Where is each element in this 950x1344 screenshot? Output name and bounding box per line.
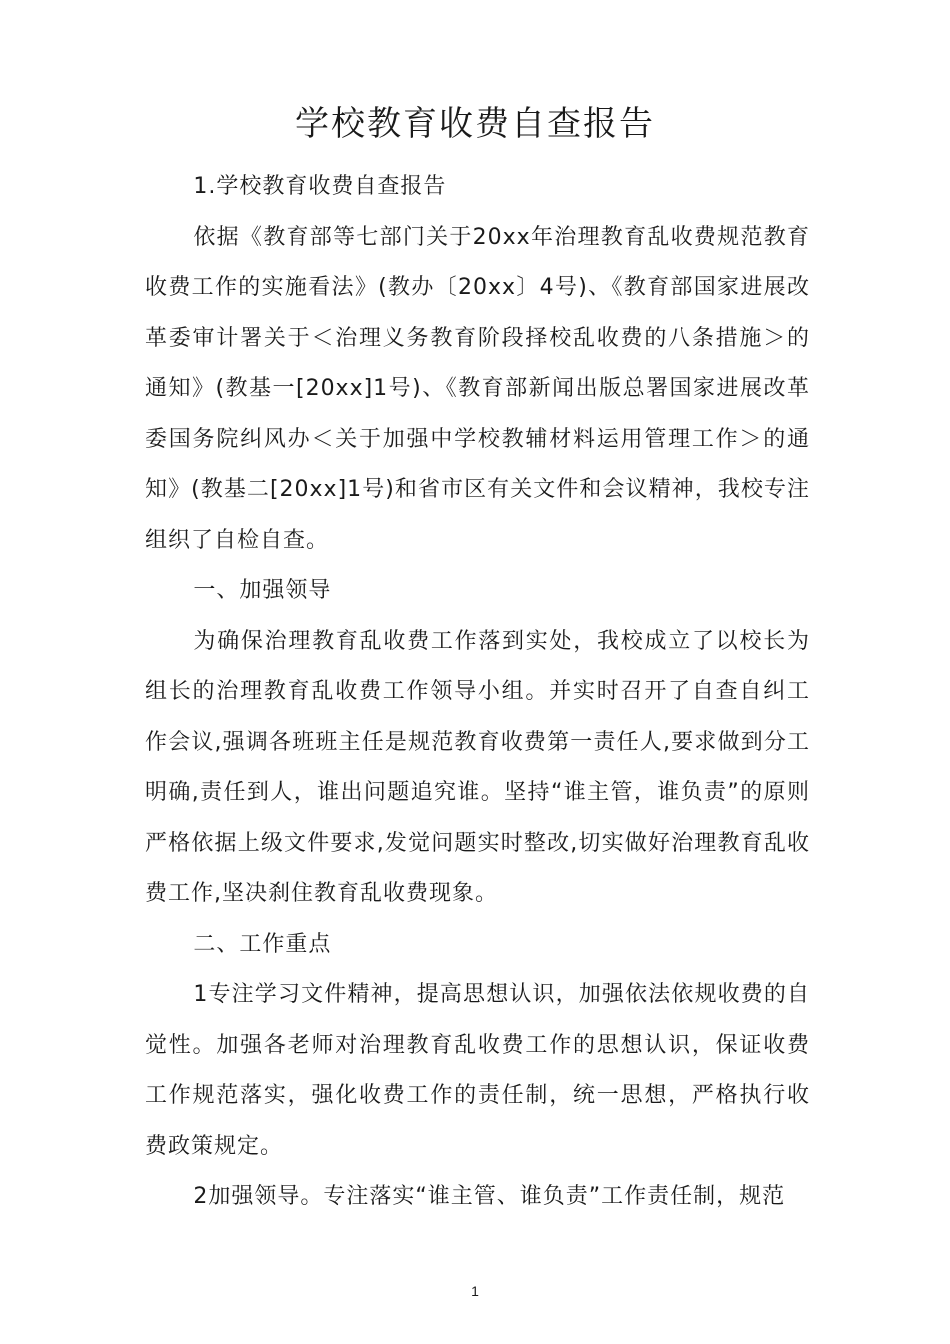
document-title: 学校教育收费自查报告 — [295, 104, 655, 144]
document-body — [145, 162, 810, 1223]
page-number: 1 — [471, 1283, 479, 1299]
paragraph-leadership: 为确保治理教育乱收费工作落到实处，我校成立了以校长为组长的治理教育乱收费工作领导小组。并实时召开了自查自纠工作会议,强调各班班主任是规范教育收费第一责任人,要求做到分工明确,责任到人，谁出问题追究谁。坚持“谁主管，谁负责”的原则严格依据上级文件要求,发觉问题实时整改,切实做好治理教育乱收费工作,坚决刹住教育乱收费现象。 — [145, 628, 810, 906]
section-heading-1: 1.学校教育收费自查报告 — [193, 174, 447, 199]
section-heading-work-focus: 二、工作重点 — [193, 931, 332, 957]
section-heading-leadership: 一、加强领导 — [193, 578, 332, 603]
paragraph-focus-2: 2加强领导。专注落实“谁主管、谁负责”工作责任制，规范 — [193, 1184, 786, 1209]
paragraph-focus-1: 1专注学习文件精神，提高思想认识，加强依法依规收费的自觉性。加强各老师对治理教育乱收费工作的思想认识，保证收费工作规范落实，强化收费工作的责任制，统一思想，严格执行收费政策规定。 — [145, 982, 810, 1159]
paragraph-basis: 依据《教育部等七部门关于20xx年治理教育乱收费规范教育收费工作的实施看法》(教办〔20xx〕4号)、《教育部国家进展改革委审计署关于＜治理义务教育阶段择校乱收费的八条措施＞的通知》(教基一[20xx]1号)、《教育部新闻出版总署国家进展改革委国务院纠风办＜关于加强中学校教辅材料运用管理工作＞的通知》(教基二[20xx]1号)和省市区有关文件和会议精神，我校专注组织了自检自查。 — [145, 224, 810, 553]
